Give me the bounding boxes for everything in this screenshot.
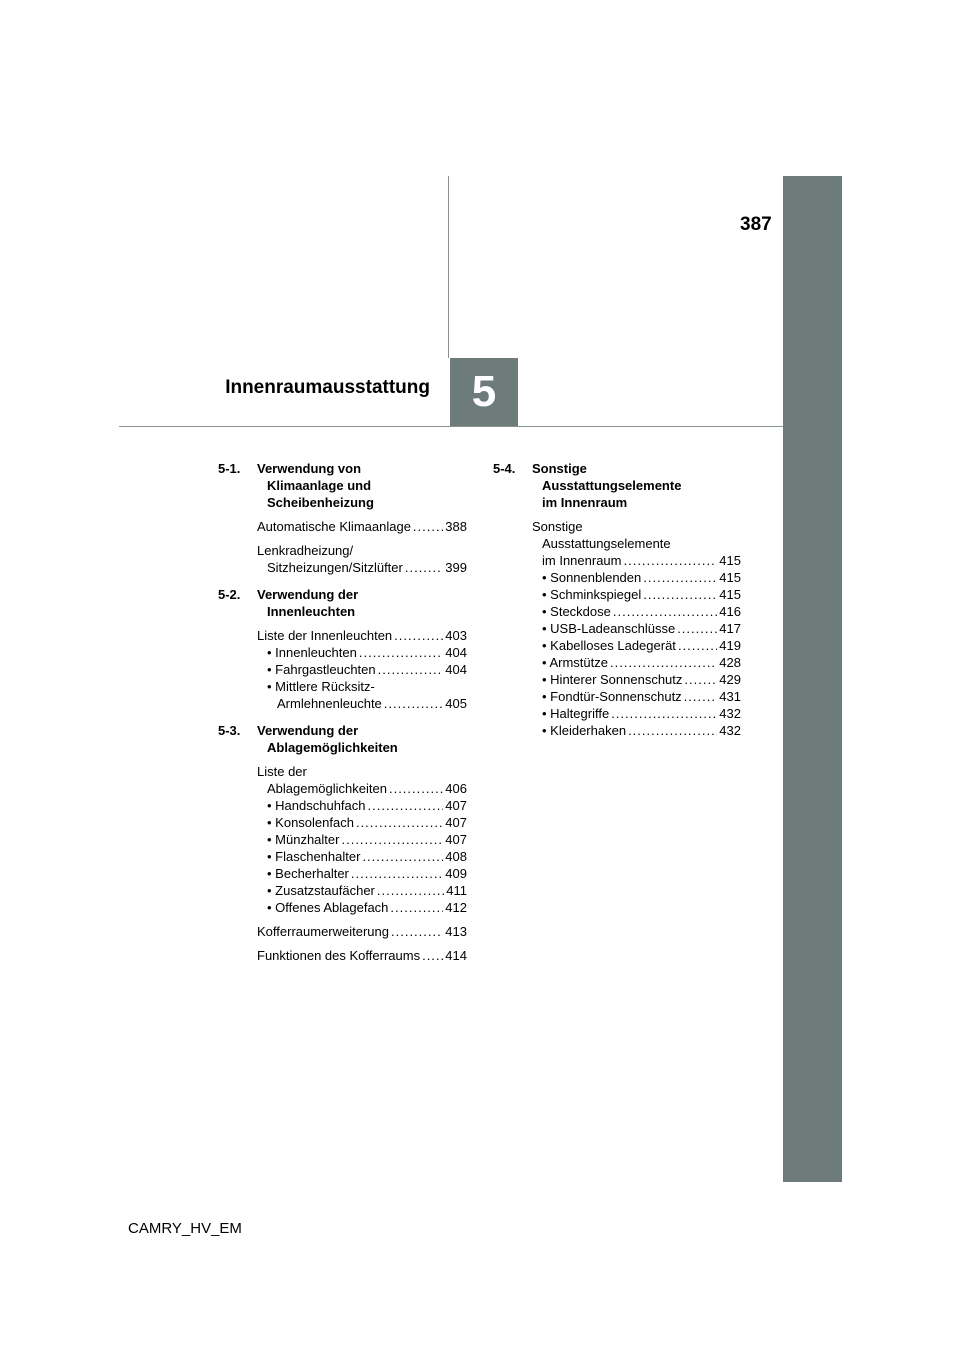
section-number: 5-4. xyxy=(493,461,516,476)
toc-section-5-1 xyxy=(218,460,467,576)
toc-subentry[interactable]: • Zusatzstaufächer ..... 411 xyxy=(257,882,467,899)
toc-section-5-3 xyxy=(218,722,467,964)
toc-column-right xyxy=(493,460,741,749)
toc-section-5-4 xyxy=(493,460,741,739)
toc-subentry[interactable]: • Becherhalter ..... 409 xyxy=(257,865,467,882)
section-number: 5-3. xyxy=(218,723,241,738)
toc-entry[interactable]: Kofferraumerweiterung ..... 413 xyxy=(257,923,467,940)
toc-entry[interactable]: Liste der Ablagemöglichkeiten ..... 406 • Handschuhfach ..... 407 • Konsolenfach ..... 407 • Münzhalter ..... 407 • Flaschenhalter ..... 408 • Becherhalter ..... 409 • Zusatzstaufächer ..... 411 • Offenes Ablagefach ..... 412 xyxy=(257,763,467,916)
section-title: Verwendung der Innenleuchten xyxy=(257,587,359,619)
toc-subentry[interactable]: • Münzhalter ..... 407 xyxy=(257,831,467,848)
toc-subentry[interactable]: • USB-Ladeanschlüsse ..... 417 xyxy=(532,620,741,637)
toc-entry[interactable]: Liste der Innenleuchten ..... 403 • Innenleuchten ..... 404 • Fahrgastleuchten ..... 404 • Mittlere Rücksitz- Armlehnenleuchte ..... 405 xyxy=(257,627,467,712)
chapter-number-box: 5 xyxy=(450,358,518,426)
section-title: Sonstige Ausstattungselemente im Innenraum xyxy=(532,461,682,510)
toc-subentry[interactable]: • Sonnenblenden ..... 415 xyxy=(532,569,741,586)
toc-subentry[interactable]: • Kabelloses Ladegerät ..... 419 xyxy=(532,637,741,654)
toc-subentry[interactable]: • Kleiderhaken ..... 432 xyxy=(532,722,741,739)
toc-entry[interactable]: Sonstige Ausstattungselemente im Innenraum ..... 415 • Sonnenblenden ..... 415 • Schminkspiegel ..... 415 • Steckdose ..... 416 • USB-Ladeanschlüsse ..... 417 • Kabelloses Ladegerät ..... 419 • Armstütze ..... 428 • Hinterer Sonnenschutz ..... 429 • Fondtür-Sonnenschutz ..... 431 • Haltegriffe ..... 432 • Kleiderhaken ..... 432 xyxy=(532,518,741,739)
page-number: 387 xyxy=(740,214,772,235)
horizontal-rule xyxy=(119,426,783,427)
toc-subentry[interactable]: • Handschuhfach ..... 407 xyxy=(257,797,467,814)
section-number: 5-2. xyxy=(218,587,241,602)
section-number: 5-1. xyxy=(218,461,241,476)
toc-subentry[interactable]: • Offenes Ablagefach ..... 412 xyxy=(257,899,467,916)
toc-subentry[interactable]: • Fahrgastleuchten ..... 404 xyxy=(257,661,467,678)
section-heading[interactable] xyxy=(218,722,467,756)
toc-subentry[interactable]: • Fondtür-Sonnenschutz ..... 431 xyxy=(532,688,741,705)
toc-section-5-2 xyxy=(218,586,467,712)
document-code-footer: CAMRY_HV_EM xyxy=(128,1220,242,1237)
section-heading[interactable] xyxy=(218,460,467,511)
toc-subentry[interactable]: • Flaschenhalter ..... 408 xyxy=(257,848,467,865)
section-heading[interactable] xyxy=(218,586,467,620)
toc-subentry[interactable]: • Schminkspiegel ..... 415 xyxy=(532,586,741,603)
toc-subentry[interactable]: • Mittlere Rücksitz- xyxy=(267,679,375,694)
section-heading[interactable] xyxy=(493,460,741,511)
toc-entry[interactable]: Automatische Klimaanlage ..... 388 xyxy=(257,518,467,535)
chapter-title: Innenraumausstattung xyxy=(225,377,430,398)
vertical-rule xyxy=(448,176,449,358)
section-title: Verwendung von Klimaanlage und Scheibenheizung xyxy=(257,461,374,510)
toc-subentry-cont[interactable]: Armlehnenleuchte ..... 405 xyxy=(257,695,467,712)
toc-column-left xyxy=(218,460,467,974)
toc-entry[interactable]: Funktionen des Kofferraums ..... 414 xyxy=(257,947,467,964)
toc-subentry[interactable]: • Armstütze ..... 428 xyxy=(532,654,741,671)
toc-subentry[interactable]: • Konsolenfach ..... 407 xyxy=(257,814,467,831)
chapter-side-tab xyxy=(783,176,842,1182)
toc-entry[interactable]: Lenkradheizung/ Sitzheizungen/Sitzlüfter ..... 399 xyxy=(257,542,467,576)
section-title: Verwendung der Ablagemöglichkeiten xyxy=(257,723,398,755)
toc-subentry[interactable]: • Steckdose ..... 416 xyxy=(532,603,741,620)
toc-subentry[interactable]: • Innenleuchten ..... 404 xyxy=(257,644,467,661)
toc-subentry[interactable]: • Hinterer Sonnenschutz ..... 429 xyxy=(532,671,741,688)
toc-subentry[interactable]: • Haltegriffe ..... 432 xyxy=(532,705,741,722)
